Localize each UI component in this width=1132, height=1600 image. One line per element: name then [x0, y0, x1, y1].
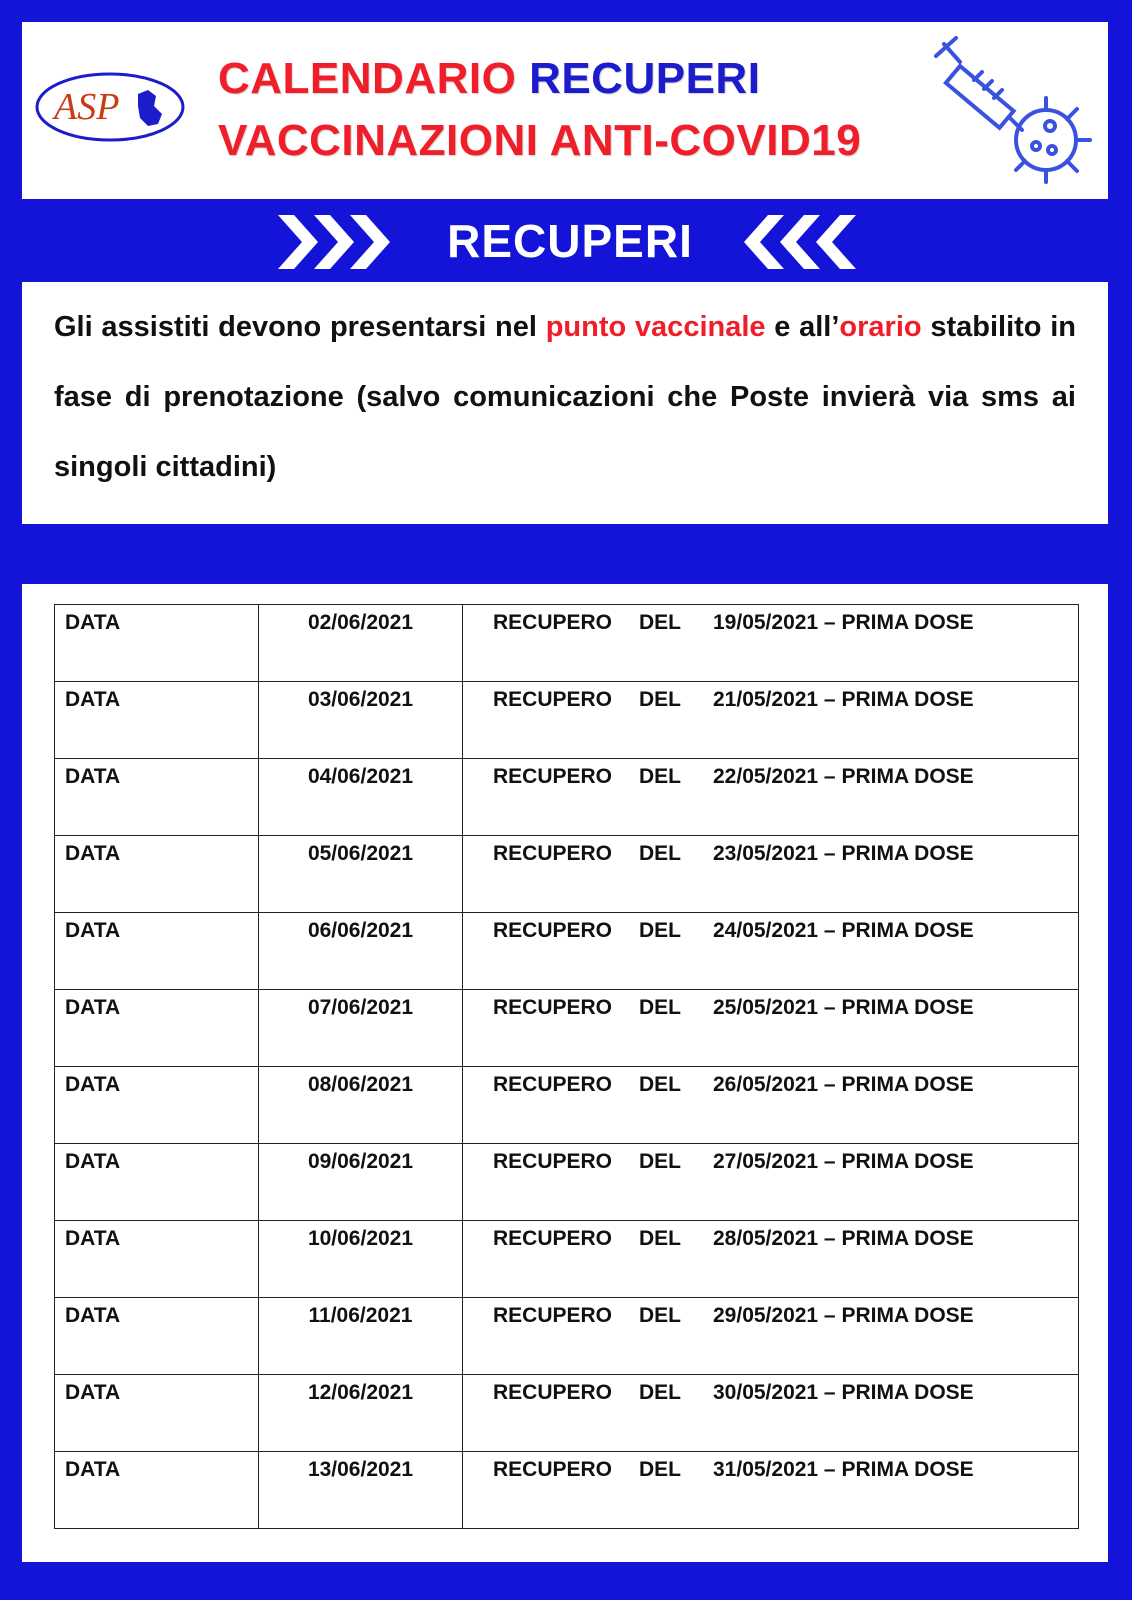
row-recovery	[463, 1144, 1079, 1221]
row-recupero: RECUPERO	[493, 688, 613, 711]
row-recupero: RECUPERO	[493, 1073, 613, 1096]
table-row	[55, 605, 1079, 682]
row-original-date: 26/05/2021 – PRIMA DOSE	[713, 1073, 974, 1096]
syringe-virus-icon	[930, 36, 1100, 186]
table-row	[55, 1067, 1079, 1144]
row-original-date: 31/05/2021 – PRIMA DOSE	[713, 1458, 974, 1481]
row-recovery	[463, 605, 1079, 682]
row-date: 09/06/2021	[259, 1144, 463, 1221]
row-del: DEL	[639, 1381, 681, 1404]
row-recovery	[463, 913, 1079, 990]
row-label: DATA	[55, 1452, 259, 1529]
row-label: DATA	[55, 759, 259, 836]
table-row	[55, 1452, 1079, 1529]
row-recupero: RECUPERO	[493, 996, 613, 1019]
row-original-date: 27/05/2021 – PRIMA DOSE	[713, 1150, 974, 1173]
row-label: DATA	[55, 1067, 259, 1144]
row-original-date: 21/05/2021 – PRIMA DOSE	[713, 688, 974, 711]
table-row	[55, 836, 1079, 913]
row-del: DEL	[639, 1150, 681, 1173]
row-date: 04/06/2021	[259, 759, 463, 836]
row-del: DEL	[639, 688, 681, 711]
table-row	[55, 1298, 1079, 1375]
page-title	[218, 48, 978, 172]
row-recovery	[463, 990, 1079, 1067]
row-del: DEL	[639, 842, 681, 865]
table-row	[55, 682, 1079, 759]
row-del: DEL	[639, 1227, 681, 1250]
row-recupero: RECUPERO	[493, 765, 613, 788]
row-label: DATA	[55, 913, 259, 990]
table-row	[55, 1144, 1079, 1221]
row-original-date: 22/05/2021 – PRIMA DOSE	[713, 765, 974, 788]
row-label: DATA	[55, 1144, 259, 1221]
title-line-1: CALENDARIO RECUPERI	[218, 54, 761, 103]
row-date: 12/06/2021	[259, 1375, 463, 1452]
row-recupero: RECUPERO	[493, 611, 613, 634]
schedule-panel	[22, 584, 1108, 1562]
row-recovery	[463, 759, 1079, 836]
row-del: DEL	[639, 1458, 681, 1481]
notice-text: Gli assistiti devono presentarsi nel punto vaccinale e all’orario stabilito in fase di prenotazione (salvo comunicazioni che Poste invierà via sms ai singoli cittadini)	[54, 311, 1077, 483]
row-recupero: RECUPERO	[493, 1150, 613, 1173]
row-date: 10/06/2021	[259, 1221, 463, 1298]
notice-highlight-punto: punto vaccinale	[545, 311, 766, 343]
table-row	[55, 759, 1079, 836]
row-label: DATA	[55, 1375, 259, 1452]
row-original-date: 29/05/2021 – PRIMA DOSE	[713, 1304, 974, 1327]
row-date: 13/06/2021	[259, 1452, 463, 1529]
row-date: 11/06/2021	[259, 1298, 463, 1375]
row-recovery	[463, 1452, 1079, 1529]
banner-title: RECUPERI	[447, 215, 693, 267]
row-date: 03/06/2021	[259, 682, 463, 759]
table-row	[55, 1375, 1079, 1452]
row-date: 02/06/2021	[259, 605, 463, 682]
row-del: DEL	[639, 611, 681, 634]
chevrons-right-icon	[278, 215, 398, 269]
title-line-2: VACCINAZIONI ANTI-COVID19	[218, 116, 862, 165]
row-recovery	[463, 1221, 1079, 1298]
asp-logo	[34, 70, 186, 144]
row-original-date: 24/05/2021 – PRIMA DOSE	[713, 919, 974, 942]
row-date: 07/06/2021	[259, 990, 463, 1067]
row-recupero: RECUPERO	[493, 1304, 613, 1327]
row-original-date: 23/05/2021 – PRIMA DOSE	[713, 842, 974, 865]
row-label: DATA	[55, 605, 259, 682]
row-recupero: RECUPERO	[493, 1227, 613, 1250]
row-recovery	[463, 1067, 1079, 1144]
row-del: DEL	[639, 765, 681, 788]
schedule-table	[54, 604, 1079, 1529]
row-date: 05/06/2021	[259, 836, 463, 913]
row-del: DEL	[639, 1073, 681, 1096]
row-label: DATA	[55, 990, 259, 1067]
row-del: DEL	[639, 1304, 681, 1327]
row-original-date: 30/05/2021 – PRIMA DOSE	[713, 1381, 974, 1404]
table-row	[55, 990, 1079, 1067]
chevrons-left-icon	[736, 215, 856, 269]
recuperi-banner	[0, 205, 1132, 277]
row-original-date: 19/05/2021 – PRIMA DOSE	[713, 611, 974, 634]
row-recupero: RECUPERO	[493, 919, 613, 942]
row-label: DATA	[55, 836, 259, 913]
row-recupero: RECUPERO	[493, 1458, 613, 1481]
row-recovery	[463, 1375, 1079, 1452]
row-recovery	[463, 836, 1079, 913]
row-label: DATA	[55, 1298, 259, 1375]
row-recovery	[463, 682, 1079, 759]
row-original-date: 28/05/2021 – PRIMA DOSE	[713, 1227, 974, 1250]
row-recupero: RECUPERO	[493, 1381, 613, 1404]
row-del: DEL	[639, 919, 681, 942]
row-original-date: 25/05/2021 – PRIMA DOSE	[713, 996, 974, 1019]
row-date: 06/06/2021	[259, 913, 463, 990]
table-row	[55, 913, 1079, 990]
header	[22, 22, 1108, 199]
row-del: DEL	[639, 996, 681, 1019]
row-label: DATA	[55, 682, 259, 759]
notice	[22, 282, 1108, 524]
row-date: 08/06/2021	[259, 1067, 463, 1144]
row-recovery	[463, 1298, 1079, 1375]
row-recupero: RECUPERO	[493, 842, 613, 865]
logo-text: ASP	[54, 86, 120, 128]
notice-highlight-orario: orario	[839, 311, 922, 343]
row-label: DATA	[55, 1221, 259, 1298]
table-row	[55, 1221, 1079, 1298]
